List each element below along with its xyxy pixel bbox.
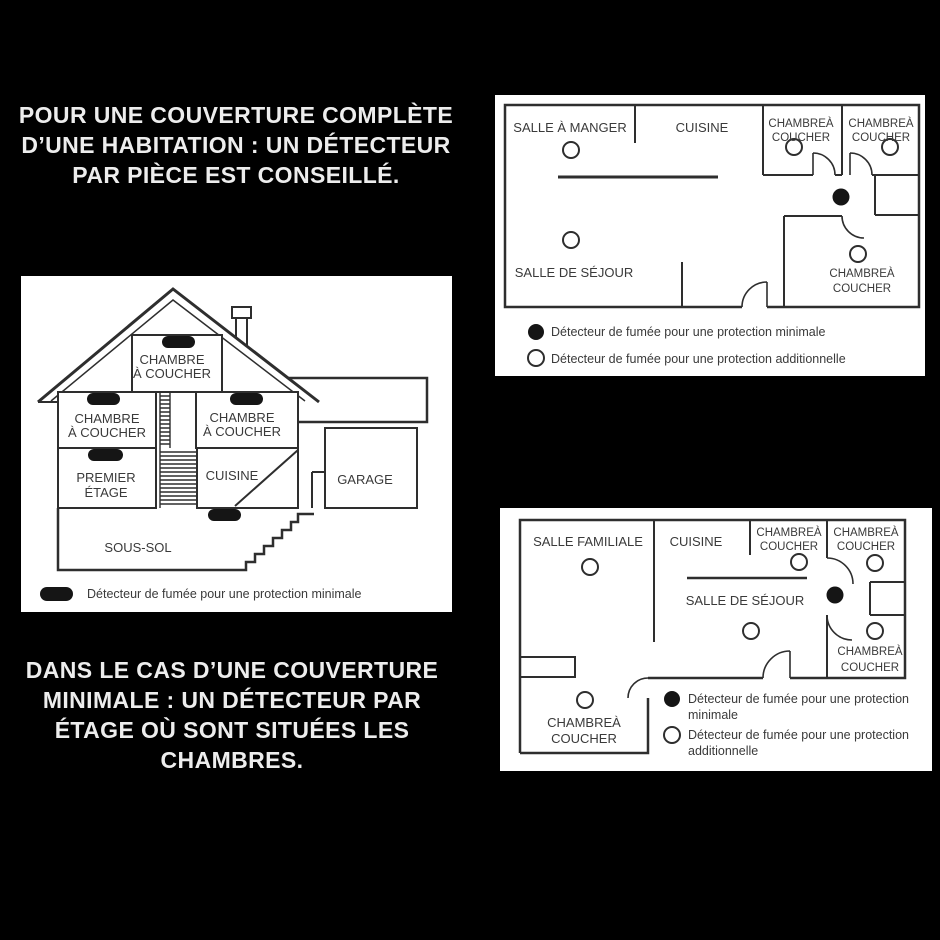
- legend-minimal-icon: [40, 587, 73, 601]
- floor-plan-card-top: [495, 95, 925, 376]
- detector-minimal-icon: [162, 336, 195, 348]
- door-entrance: [763, 651, 790, 678]
- room-label-bedroom: À COUCHER: [67, 425, 147, 440]
- room-label-kitchen: CUISINE: [669, 534, 723, 549]
- legend-minimal-icon: [528, 324, 544, 340]
- house-cross-section: [21, 276, 452, 612]
- room-label-first-floor: ÉTAGE: [84, 485, 128, 500]
- heading-line: MINIMALE : UN DÉTECTEUR PAR: [42, 687, 422, 713]
- room-label-bedroom: À COUCHER: [132, 366, 212, 381]
- detector-minimal-icon: [833, 189, 850, 206]
- legend-additional-icon: [528, 350, 544, 366]
- heading-full-coverage: [18, 100, 454, 190]
- detector-additional-icon: [743, 623, 759, 639]
- detector-additional-icon: [867, 623, 883, 639]
- room-label-bedroom: CHAMBRE: [139, 352, 205, 367]
- room-label-first-floor: PREMIER: [76, 470, 136, 485]
- room-label-bedroom: COUCHER: [851, 132, 911, 144]
- room-label-bedroom: COUCHER: [759, 541, 819, 553]
- legend-additional-label: Détecteur de fumée pour une protection: [688, 728, 909, 742]
- door-bedroom-2: [850, 153, 872, 175]
- legend-minimal-icon: [664, 691, 680, 707]
- legend: [664, 691, 909, 758]
- room-label-bedroom: COUCHER: [840, 662, 900, 674]
- heading-line: DANS LE CAS D’UNE COUVERTURE: [25, 657, 439, 683]
- detector-additional-icon: [577, 692, 593, 708]
- detector-minimal-icon: [827, 587, 844, 604]
- heading-line: D’UNE HABITATION : UN DÉTECTEUR: [21, 132, 451, 158]
- detector-minimal-icon: [88, 449, 123, 461]
- detector-additional-icon: [791, 554, 807, 570]
- heading-line: PAR PIÈCE EST CONSEILLÉ.: [72, 162, 400, 188]
- heading-line: POUR UNE COUVERTURE COMPLÈTE: [18, 102, 454, 128]
- room-label-living: SALLE DE SÉJOUR: [685, 593, 805, 608]
- room-label-kitchen: CUISINE: [675, 120, 729, 135]
- door-bedroom-bottom-right: [827, 615, 852, 640]
- detector-additional-icon: [850, 246, 866, 262]
- legend: [40, 587, 362, 601]
- door-bedroom-top-right: [827, 558, 853, 584]
- detector-additional-icon: [563, 232, 579, 248]
- floor-plan-top: [495, 95, 925, 376]
- room-label-garage: GARAGE: [337, 472, 393, 487]
- door-entrance: [742, 282, 767, 307]
- room-label-bedroom: CHAMBREÀ: [547, 715, 621, 730]
- room-label-bedroom: CHAMBREÀ: [833, 527, 899, 539]
- ladder-attic: [160, 392, 170, 448]
- legend: [528, 324, 846, 366]
- legend-minimal-label: Détecteur de fumée pour une protection minimale: [551, 325, 826, 339]
- door-bedroom-3: [842, 216, 864, 238]
- basement-structure: [58, 508, 314, 570]
- room-basement: [58, 508, 314, 570]
- legend-additional-label: additionnelle: [688, 744, 759, 758]
- staircase: [160, 448, 197, 508]
- detector-minimal-icon: [87, 393, 120, 405]
- detector-minimal-icon: [208, 509, 241, 521]
- room-label-bedroom: COUCHER: [832, 283, 892, 295]
- legend-minimal-label: Détecteur de fumée pour une protection: [688, 692, 909, 706]
- room-label-bedroom: CHAMBREÀ: [837, 646, 903, 658]
- legend-additional-label: Détecteur de fumée pour une protection additionnelle: [551, 352, 846, 366]
- room-label-bedroom: CHAMBRE: [209, 410, 275, 425]
- detector-minimal-icon: [230, 393, 263, 405]
- detector-additional-icon: [563, 142, 579, 158]
- floor-plan-card-bottom: [500, 508, 932, 771]
- legend-minimal-label: Détecteur de fumée pour une protection minimale: [87, 587, 362, 601]
- room-label-dining: SALLE À MANGER: [513, 120, 627, 135]
- room-garage: [325, 428, 417, 508]
- house-section-card: [21, 276, 452, 612]
- legend-minimal-label: minimale: [688, 708, 739, 722]
- room-label-bedroom: CHAMBREÀ: [768, 118, 834, 130]
- room-label-family: SALLE FAMILIALE: [533, 534, 643, 549]
- heading-line: ÉTAGE OÙ SONT SITUÉES LES: [54, 717, 410, 743]
- door-bedroom-bottom-left: [628, 678, 648, 698]
- garage-structure: [288, 378, 427, 508]
- room-label-bedroom: COUCHER: [551, 731, 617, 746]
- room-label-living: SALLE DE SÉJOUR: [514, 265, 634, 280]
- heading-line: CHAMBRES.: [160, 747, 304, 773]
- room-label-bedroom: COUCHER: [836, 541, 896, 553]
- room-label-kitchen: CUISINE: [205, 468, 259, 483]
- room-label-basement: SOUS-SOL: [104, 540, 172, 555]
- room-label-bedroom: CHAMBREÀ: [756, 527, 822, 539]
- door-bedroom-1: [813, 153, 835, 175]
- heading-minimal-coverage: [14, 655, 450, 775]
- room-label-bedroom: CHAMBREÀ: [848, 118, 914, 130]
- detectors: [563, 139, 898, 262]
- room-label-bedroom: CHAMBREÀ: [829, 268, 895, 280]
- detector-additional-icon: [867, 555, 883, 571]
- legend-additional-icon: [664, 727, 680, 743]
- detector-additional-icon: [582, 559, 598, 575]
- room-label-bedroom: CHAMBRE: [74, 411, 140, 426]
- room-label-bedroom: COUCHER: [771, 132, 831, 144]
- room-label-bedroom: À COUCHER: [202, 424, 282, 439]
- floor-plan-bottom: [500, 508, 932, 771]
